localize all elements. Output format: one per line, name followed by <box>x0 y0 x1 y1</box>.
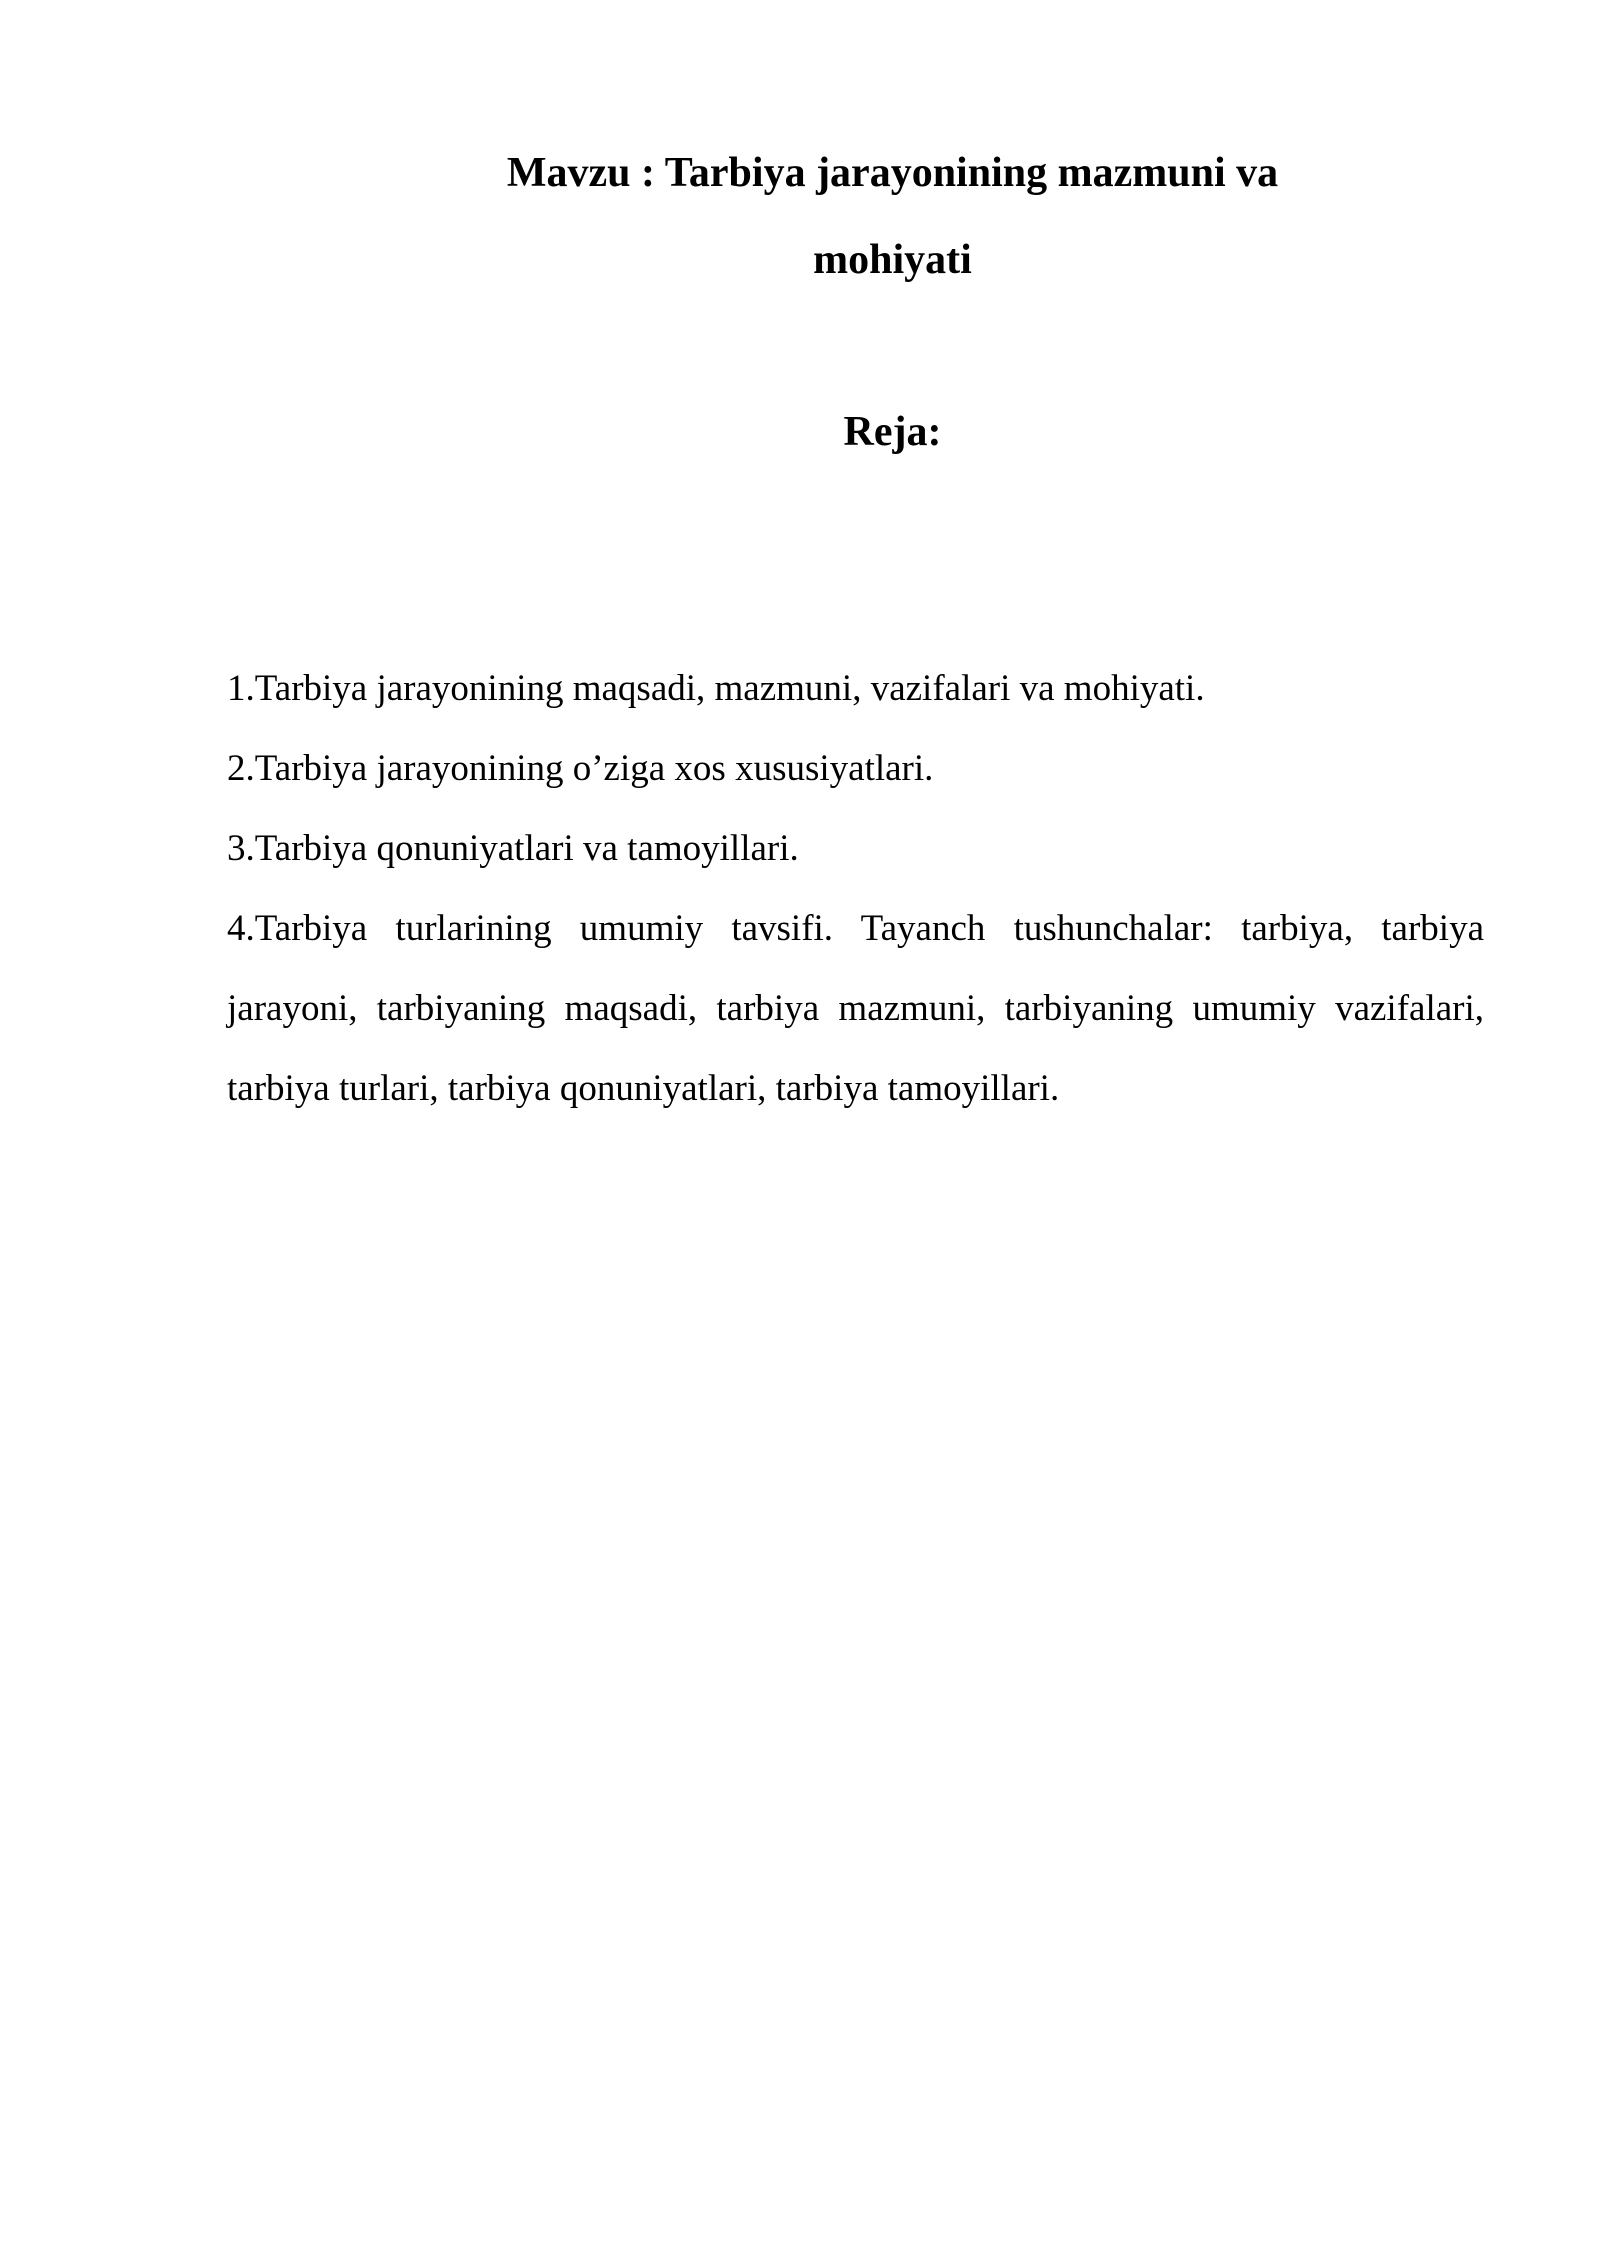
document-title <box>227 130 1484 304</box>
plan-heading: Reja: <box>843 409 942 455</box>
plan-item-4-paragraph: 4.Tarbiya turlarining umumiy tavsifi. Tayanch tushunchalar: tarbiya, tarbiya jarayoni, tarbiyaning maqsadi, tarbiya mazmuni, tarbiyaning umumiy vazifalari, tarbiya turlari, tarbiya qonuniyatlari, tarbiya tamoyillari. <box>227 908 1484 1109</box>
document-content <box>227 130 1484 1129</box>
plan-item-1: 1.Tarbiya jarayonining maqsadi, mazmuni, vazifalari va mohiyati. <box>227 668 1205 709</box>
document-title-line2: mohiyati <box>813 237 972 283</box>
plan-list <box>227 649 1484 1129</box>
document-title-line1: Mavzu : Tarbiya jarayonining mazmuni va <box>506 150 1279 196</box>
plan-item-3: 3.Tarbiya qonuniyatlari va tamoyillari. <box>227 828 799 869</box>
plan-item-2: 2.Tarbiya jarayonining o’ziga xos xususiyatlari. <box>227 748 934 789</box>
